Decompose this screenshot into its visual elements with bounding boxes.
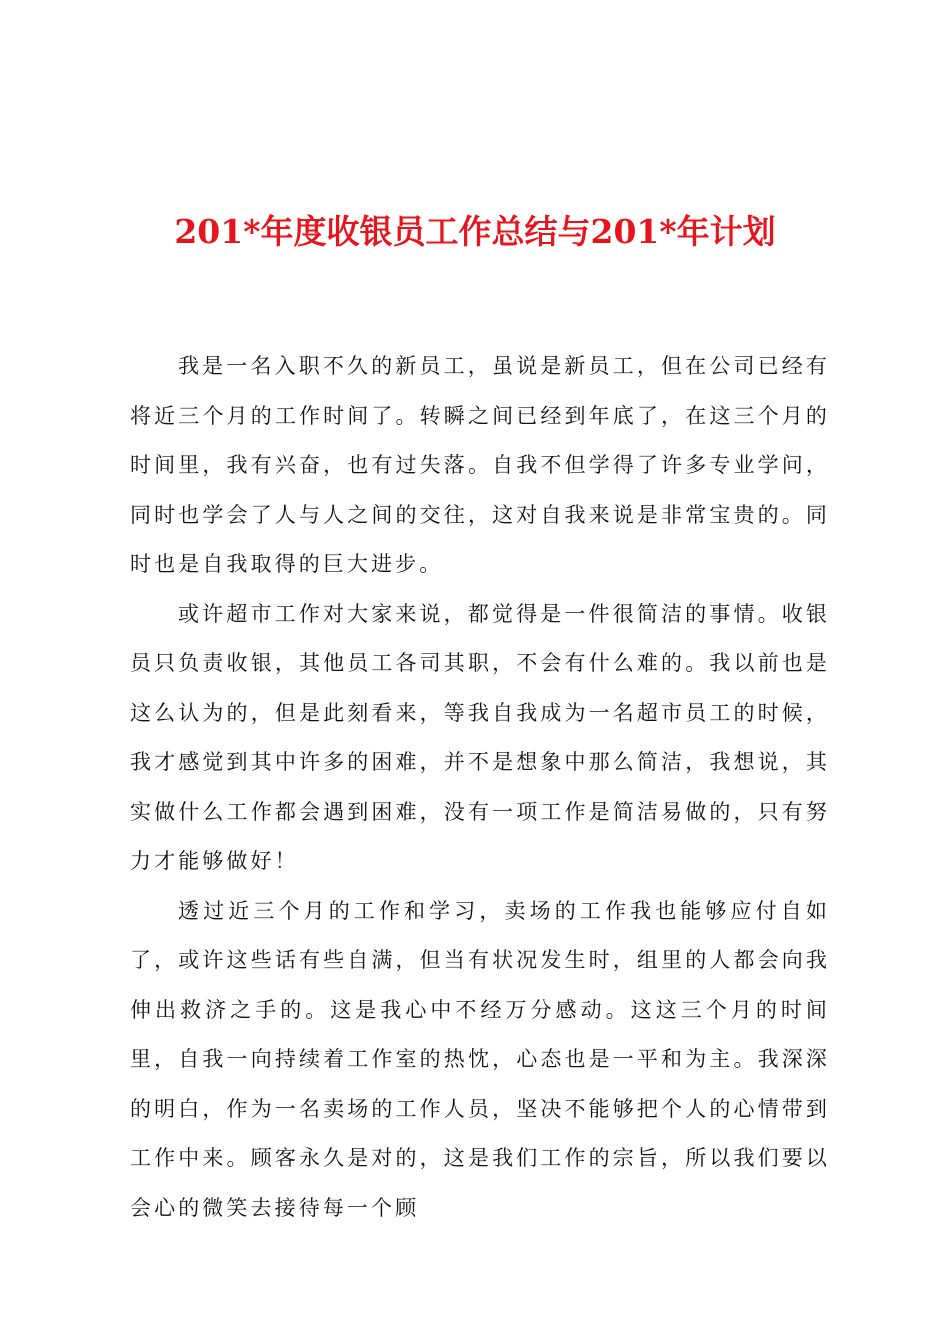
paragraph-1: 我是一名入职不久的新员工，虽说是新员工，但在公司已经有将近三个月的工作时间了。转瞬之间已经到年底了，在这三个月的时间里，我有兴奋，也有过失落。自我不但学得了许多专业学问，同时也学会了人与人之间的交往，这对自我来说是非常宝贵的。同时也是自我取得的巨大进步。 [130,354,830,576]
document-body [130,342,830,1233]
document-title: 201*年度收银员工作总结与201*年计划 [174,212,776,251]
paragraph-3: 透过近三个月的工作和学习，卖场的工作我也能够应付自如了，或许这些话有些自满，但当有状况发生时，组里的人都会向我伸出救济之手的。这是我心中不经万分感动。这这三个月的时间里，自我一向持续着工作室的热忱，心态也是一平和为主。我深深的明白，作为一名卖场的工作人员，坚决不能够把个人的心情带到工作中来。顾客永久是对的，这是我们工作的宗旨，所以我们要以会心的微笑去接待每一个顾 [130,898,830,1220]
paragraph-2: 或许超市工作对大家来说，都觉得是一件很简洁的事情。收银员只负责收银，其他员工各司其职，不会有什么难的。我以前也是这么认为的，但是此刻看来，等我自我成为一名超市员工的时候，我才感觉到其中许多的困难，并不是想象中那么简洁，我想说，其实做什么工作都会遇到困难，没有一项工作是简洁易做的，只有努力才能够做好！ [130,601,830,873]
